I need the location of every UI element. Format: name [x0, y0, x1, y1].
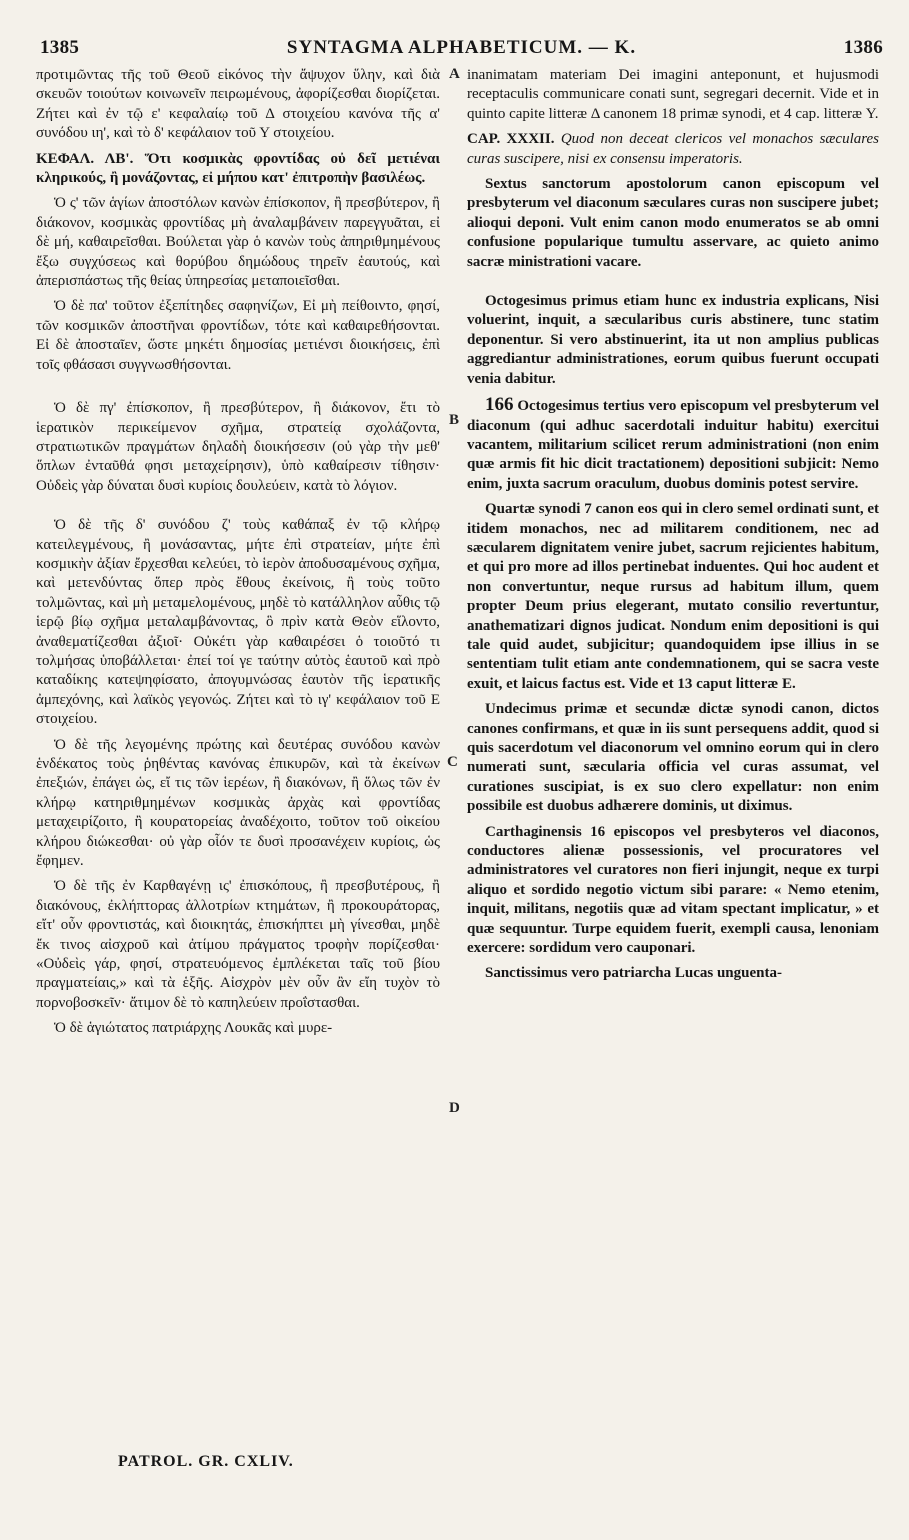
latin-paragraph-8: Carthaginensis 16 episcopos vel presbyteros vel diaconos, conductores alienæ possessionis, vel procuratores vel administratores vel curatores non fieri injungit, neque ex turpi aliquo et sordido negotio victum sibi parare: « Nemo etenim, inquit, militans, negotiis quæ ad vitam spectant implicatur, » et quæ sequuntur. Turpe equidem fuerit, exempli causa, lenoniam exercere: sordidum vero cauponari.	[467, 823, 879, 957]
latin-chapter-title: Quod non deceat clericos vel monachos sæculares curas suscipere, nisi ex consensu imperatoris.	[467, 131, 880, 167]
latin-paragraph-5	[467, 395, 879, 494]
margin-marker-d: D	[449, 1100, 460, 1116]
page-number-right: 1386	[843, 37, 883, 58]
greek-paragraph-3: Ὁ ς' τῶν ἁγίων ἀποστόλων κανὼν ἐπίσκοπον, ἢ πρεσβύτερον, ἢ διάκονον, κοσμικὰς φροντίδας μὴ ἀναλαμβάνειν παρεγγυᾶται, εἰ δὲ μή, καθαιρεῖσθαι. Βούλεται γὰρ ὁ κανὼν τοὺς ἀπηριθμημένους ἔξω συγχύσεως καὶ θορύβου δημώδους τηρεῖν ἑαυτούς, καὶ ἀπερισπάστως τῆς θείας ὑπηρεσίας μεταποιεῖσθαι.	[36, 195, 440, 290]
latin-chapter-heading	[467, 130, 879, 169]
greek-paragraph-5: Ὁ δὲ πγ' ἐπίσκοπον, ἢ πρεσβύτερον, ἢ διάκονον, ἔτι τὸ ἱερατικὸν περικείμενον σχῆμα, στρατείᾳ σχολάζοντα, στρατιωτικῶν πραγμάτων δηλαδὴ διοικήσεσιν (οὐ γὰρ τὴν μεθ' ὅπλων ἐνταῦθά φησι μεταχείρησιν), ὑπὸ καθαίρεσιν τίθησιν· Οὐδεὶς γὰρ δύναται δυσὶ κυρίοις δουλεύειν, κατὰ τὸ λόγιον.	[36, 400, 440, 494]
running-title: SYNTAGMA ALPHABETICUM. — K.	[286, 37, 637, 58]
latin-paragraph-7: Undecimus primæ et secundæ dictæ synodi canon, dictos canones confirmans, et quæ in iis sunt persequens addit, quod si quis sacerdotum vel diaconorum vel omnino eorum qui in clero numerati sunt, sæcularia officia vel curas assumat, vel curationes suscipiat, is ex suo clero expellatur: non enim possibile est duobus adhærere dominis, ut diximus.	[467, 701, 879, 815]
greek-paragraph-4: Ὁ δὲ πα' τοῦτον ἐξεπίτηδες σαφηνίζων, Εἰ μὴ πείθοιντο, φησί, τῶν κοσμικῶν ἀποστῆναι φροντίδων, τότε καὶ καθαιρεθήσονται. Εἰ δὲ ἀποσταῖεν, ὥστε μηκέτι δημοσίας μετιένσι διοικήσεις, ἐπὶ τοῖς φθάσασι συγγνωσθήσονται.	[36, 298, 440, 373]
greek-paragraph-6: Ὁ δὲ τῆς δ' συνόδου ζ' τοὺς καθάπαξ ἐν τῷ κλήρῳ κατειλεγμένους, ἢ μονάσαντας, μήτε ἐπὶ στρατείαν, μήτε ἐπὶ κοσμικὴν ἀξίαν ἔρχεσθαι κελεύει, τὸ ἱερὸν ἀποδυσαμένους σχῆμα, καὶ μετενδύντας ὅπερ πρὸς ἔθους ἐκείνοις, ἢ τοὺς τοῦτο τολμῶντας, καὶ μὴ μεταμελομένους, μηδὲ τὸ κατάλληλον αὖθις τῷ ἱερῷ βίῳ σχῆμα μεταλαμβάνοντας, ὃ πρὶν κατὰ Θεὸν εἵλοντο, ἀναθεματίζεσθαι ἀξιοῖ· Οὐκέτι γὰρ καθαιρέσει ὁ τοιοῦτό τι τολμήσας ὑποβάλλεται· ἐπεί τοί γε ταύτην αὐτὸς ἑαυτοῦ καὶ πρὸ καταδίκης κατεψηφίσατο, ἀπογυμνώσας ἑαυτὸν τῆς ἱερατικῆς ἀμπεχόνης, καὶ λαϊκὸς γεγονώς. Ζήτει καὶ τὸ ιγ' κεφάλαιον τοῦ Ε στοιχείου.	[36, 517, 440, 728]
margin-marker-a: A	[449, 66, 460, 82]
greek-paragraph-8: Ὁ δὲ τῆς ἐν Καρθαγένῃ ις' ἐπισκόπους, ἢ πρεσβυτέρους, ἢ διακόνους, ἐκλήπτορας ἀλλοτρίων κτημάτων, ἢ προκουράτορας, εἴτ' οὖν φροντιστάς, καὶ διοικητάς, ἐπισκήπτει μὴ γίνεσθαι, μηδὲ ἔκ τινος αἰσχροῦ καὶ ἀτίμου πράγματος τροφὴν πορίζεσθαι· «Οὐδεὶς γάρ, φησί, στρατευόμενος ἐμπλέκεται ταῖς τοῦ βίου πραγματείαις,» καὶ τὰ ἑξῆς. Αἰσχρὸν μὲν οὖν ἂν εἴη τυχὸν τὸ πορνοβοσκεῖν· ἄτιμον δὲ τὸ καπηλεύειν προΐστασθαι.	[36, 878, 440, 1011]
footer-signature: PATROL. GR. CXLIV.	[118, 1453, 294, 1470]
margin-marker-b: B	[449, 412, 460, 428]
latin-paragraph-3: Sextus sanctorum apostolorum canon episcopum vel presbyterum vel diaconum sæculares curas non suscipere jubet; alioqui deponi. Vult enim canon modo enumeratos se ab omni confusione popularique tumultu asservare, ac quieto animo sacræ ministrationi vacare.	[467, 176, 879, 270]
latin-paragraph-9: Sanctissimus vero patriarcha Lucas unguenta-	[485, 965, 782, 982]
latin-paragraph-5-text: Octogesimus tertius vero episcopum vel presbyterum vel diaconum (qui adhuc sacerdotali induitur habitu) exercitui vacantem, militarium scilicet rerum administrationi (non enim quæ armis fit hic dicit tractationem) depositioni subjicit: Nemo enim, juxta sacrum oraculum, duobus dominis potest servire.	[467, 398, 879, 492]
greek-column	[36, 66, 440, 1045]
greek-paragraph-7: Ὁ δὲ τῆς λεγομένης πρώτης καὶ δευτέρας συνόδου κανὼν ἑνδέκατος τοὺς ῥηθέντας κανόνας ἐπικυρῶν, καὶ τὰ ἐκείνων ἐπεξιών, ἐπάγει ὡς, εἴ τις τῶν ἱερέων, ἢ διακόνων, ἢ ὅλως τῶν ἐν κλήρῳ κατηριθμημένων κοσμικὰς ἀρχὰς καὶ φροντίδας μεταχειρίζοιτο, ἢ κουρατορείας ἀναδέχοιτο, τοῦτον τοῦ οἰκείου κλήρου διώκεσθαι· οὐ γὰρ οἷόν τε δυσὶ προσανέχειν κυρίοις, ὡς ἔφημεν.	[36, 736, 440, 870]
page-number-left: 1385	[40, 37, 80, 58]
greek-paragraph-1: προτιμῶντας τῆς τοῦ Θεοῦ εἰκόνος τὴν ἄψυχον ὕλην, καὶ διὰ σκευῶν τοιούτων κοινωνεῖν πειρωμένους, ἀφορίζεσθαι διορίζεται. Ζήτει καὶ ἐν τῷ ε' κεφαλαίῳ τοῦ Δ στοιχείου κανόνα τῆς α' συνόδου ιη', καὶ τὸ δ' κεφάλαιον τοῦ Υ στοιχείου.	[36, 67, 440, 142]
column-number-166: 166	[485, 394, 514, 416]
latin-paragraph-4: Octogesimus primus etiam hunc ex industria explicans, Nisi voluerint, inquit, a sæcularibus curis abstinere, tunc statim deponentur. Si vero abstinuerint, ita ut non amplius publicas aggrediantur administrationes, eorum quibus fuerunt occupati venia dabitur.	[467, 293, 879, 387]
running-header	[40, 34, 883, 62]
latin-chapter-label: CAP. XXXII.	[467, 131, 555, 148]
latin-paragraph-1: inanimatam materiam Dei imagini anteponunt, et hujusmodi receptaculis communicare conati sunt, segregari decernit. Vide et in quinto capite litteræ Δ canonem 18 primæ synodi, et 4 cap. litteræ Υ.	[467, 67, 879, 122]
greek-paragraph-9: Ὁ δὲ ἁγιώτατος πατριάρχης Λουκᾶς καὶ μυρε-	[54, 1020, 333, 1037]
latin-paragraph-6: Quartæ synodi 7 canon eos qui in clero semel ordinati sunt, et itidem monachos, nec ad militarem conditionem, nec ad sæcularem dignitatem venire jubet, sacrum rejicientes habitum, et qui pro more ad illos pertinebat induentes. Qui hoc audent et non convertuntur, neque rursus ad habitum illum, quem propter Deum prius elegerant, mutato consilio revertuntur, anathematizari dignos judicat. Nondum enim depositioni is qui tale quid audet, subjicitur; quandoquidem ipse illius in se sententiam tulit etiam ante condemnationem, qui se sacra veste exuit, et laicus factus est. Vide et 13 caput litteræ E.	[467, 501, 879, 692]
latin-column	[467, 66, 879, 990]
margin-marker-c: C	[447, 754, 458, 770]
greek-chapter-heading: ΚΕΦΑΛ. ΛΒ'. Ὅτι κοσμικὰς φροντίδας οὐ δεῖ μετιέναι κληρικούς, ἢ μονάζοντας, εἰ μήπου κατ' ἐπιτροπὴν βασιλέως.	[36, 150, 440, 187]
